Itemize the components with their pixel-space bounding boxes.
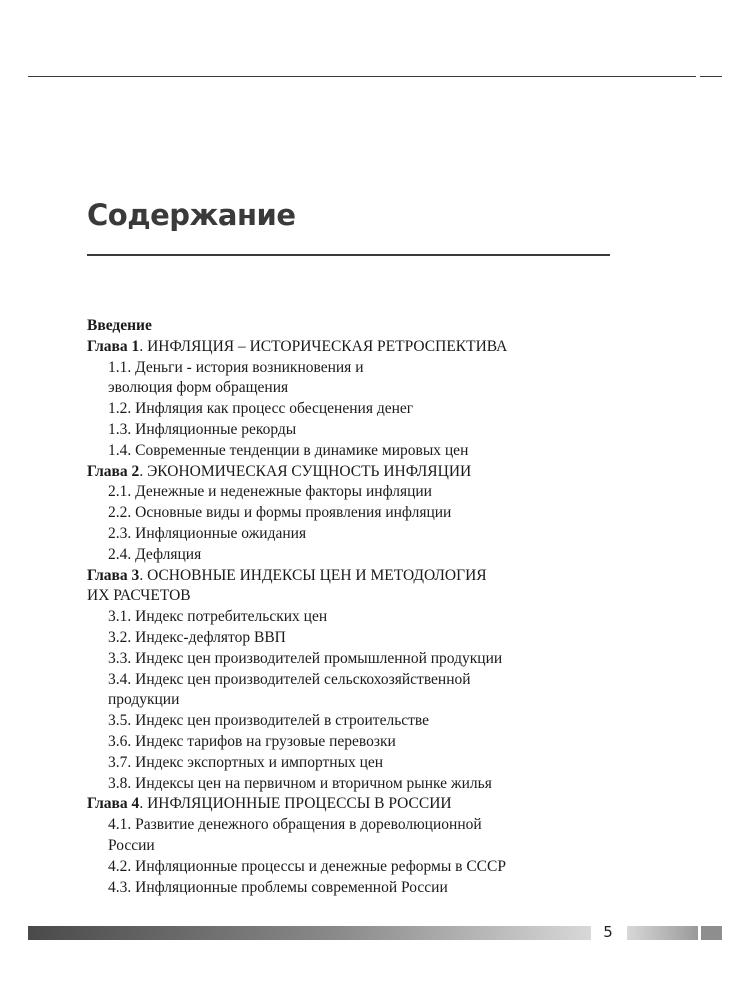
toc-item-2-4: 2.4. Дефляция	[108, 545, 202, 563]
toc-item-3-6: 3.6. Индекс тарифов на грузовые перевозки	[108, 732, 396, 750]
toc-item-4-1: 4.1. Развитие денежного обращения в дореволюционной	[108, 816, 482, 834]
toc-intro: Введение	[87, 317, 152, 334]
toc-item-1-4: 1.4. Современные тенденции в динамике мировых цен	[108, 441, 469, 459]
toc-item-3-1: 3.1. Индекс потребительских цен	[108, 608, 328, 626]
toc-item-3-3: 3.3. Индекс цен производителей промышленной продукции	[108, 649, 503, 667]
toc-item-3-8: 3.8. Индексы цен на первичном и вторичном рынке жилья	[108, 774, 492, 792]
toc-item-3-7: 3.7. Индекс экспортных и импортных цен	[108, 753, 384, 771]
toc-item-1-1: 1.1. Деньги - история возникновения и	[108, 358, 364, 376]
table-of-contents	[87, 316, 647, 898]
footer-bar-tick	[701, 926, 722, 940]
chapter-3-title-cont: ИХ РАСЧЕТОВ	[87, 587, 191, 605]
toc-item-3-2: 3.2. Индекс-дефлятор ВВП	[108, 628, 286, 646]
page-title: Содержание	[87, 198, 296, 232]
toc-item-4-3: 4.3. Инфляционные проблемы современной России	[108, 878, 448, 896]
title-rule	[87, 254, 610, 256]
toc-chapter-3	[87, 566, 647, 587]
toc-item-4-1-cont: России	[108, 836, 155, 854]
top-rule-tick	[700, 76, 722, 77]
toc-item-3-5: 3.5. Индекс цен производителей в строительстве	[108, 712, 430, 730]
toc-item-1-1-cont: эволюция форм обращения	[108, 379, 289, 397]
toc-item-1-2: 1.2. Инфляция как процесс обесценения денег	[108, 400, 414, 418]
toc-item-3-4: 3.4. Индекс цен производителей сельскохозяйственной	[108, 670, 471, 688]
chapter-2-title: . ЭКОНОМИЧЕСКАЯ СУЩНОСТЬ ИНФЛЯЦИИ	[139, 462, 472, 480]
chapter-1-title: . ИНФЛЯЦИЯ – ИСТОРИЧЕСКАЯ РЕТРОСПЕКТИВА	[139, 337, 508, 355]
toc-chapter-4	[87, 794, 647, 815]
chapter-3-title: . ОСНОВНЫЕ ИНДЕКСЫ ЦЕН И МЕТОДОЛОГИЯ	[139, 566, 487, 584]
page-number: 5	[603, 923, 613, 941]
chapter-2-label: Глава 2	[87, 462, 140, 480]
chapter-4-title: . ИНФЛЯЦИОННЫЕ ПРОЦЕССЫ В РОССИИ	[139, 795, 452, 813]
toc-item-1-3: 1.3. Инфляционные рекорды	[108, 420, 297, 438]
toc-item-4-2: 4.2. Инфляционные процессы и денежные реформы в СССР	[108, 857, 506, 875]
toc-item-2-3: 2.3. Инфляционные ожидания	[108, 524, 307, 542]
chapter-3-label: Глава 3	[87, 566, 140, 584]
chapter-1-label: Глава 1	[87, 337, 140, 355]
toc-item-2-2: 2.2. Основные виды и формы проявления инфляции	[108, 504, 452, 522]
footer-bar-right	[627, 926, 698, 940]
toc-item-2-1: 2.1. Денежные и неденежные факторы инфляции	[108, 483, 432, 501]
toc-item-3-4-cont: продукции	[108, 691, 180, 709]
chapter-4-label: Глава 4	[87, 795, 140, 813]
footer-bar	[28, 926, 591, 940]
toc-chapter-1	[87, 337, 647, 358]
toc-chapter-2	[87, 462, 647, 483]
top-rule	[28, 76, 696, 77]
